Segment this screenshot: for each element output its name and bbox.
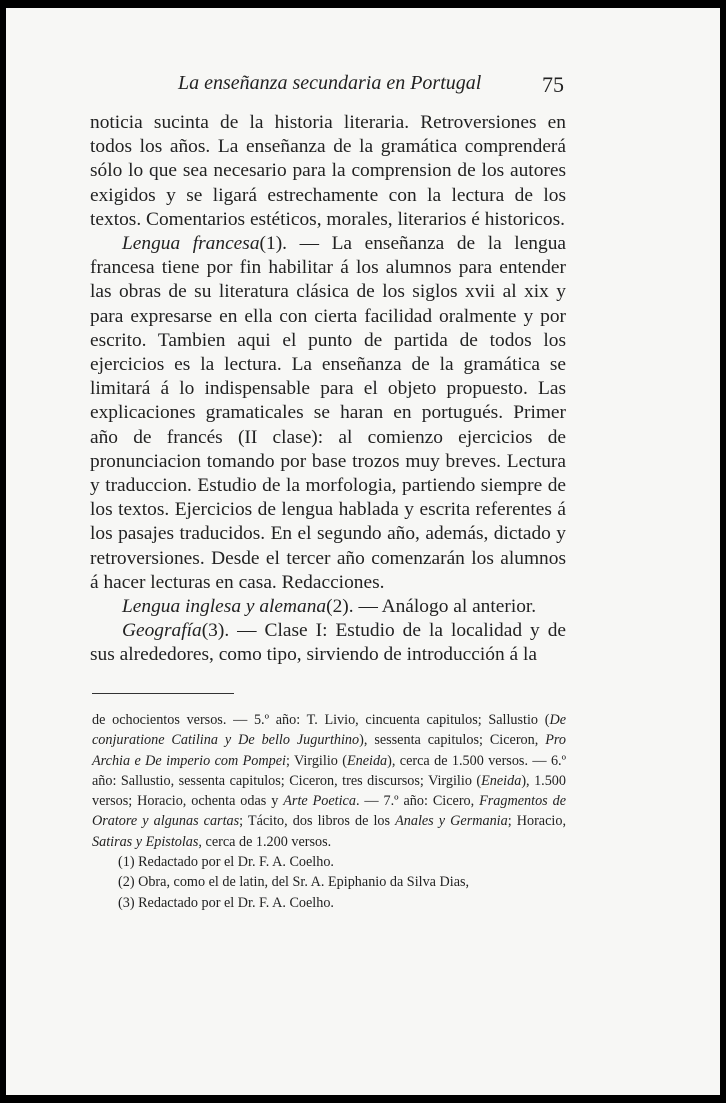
- paragraph-lengua-inglesa: [90, 595, 566, 619]
- footnote-divider: [92, 693, 234, 694]
- footnote-1: (1) Redactado por el Dr. F. A. Coelho.: [118, 854, 334, 871]
- paragraph-text: — Clase I: Estudio de la localidad y de sus alrededores, como tipo, sirviendo de introducción á la: [90, 620, 566, 666]
- footnote-ref: (2).: [326, 596, 354, 618]
- paragraph-text: — La enseñanza de la lengua francesa tiene por fin habilitar á los alumnos para entender las obras de su literatura clásica de los siglos xvii al xix y para expresarse en ella con cierta facilidad oralmente y por escrito. Tambien aqui el punto de partida de todos los ejercicios es la lectura. La enseñanza de la gramática se limitará á lo indispensable para el objeto propuesto. Las explicaciones gramaticales se haran en portugués. Primer año de francés (II clase): al comienzo ejercicios de pronunciacion tomando por base trozos muy breves. Lectura y traduccion. Estudio de la morfologia, partiendo siempre de los textos. Ejercicios de lengua hablada y escrita referentes á los pasajes traducidos. En el segundo año, además, dictado y retroversiones. Desde el tercer año comenzarán los alumnos á hacer lecturas en casa. Redacciones.: [90, 233, 566, 593]
- page-number: 75: [542, 72, 564, 97]
- page-header: [6, 72, 720, 102]
- book-page: [6, 8, 720, 1095]
- footnote-3: (3) Redactado por el Dr. F. A. Coelho.: [118, 894, 334, 911]
- running-title: La enseñanza secundaria en Portugal: [178, 72, 482, 94]
- footnote-ref: (3).: [201, 620, 230, 642]
- paragraph-text: — Análogo al anterior.: [353, 596, 537, 618]
- paragraph-geografia: [90, 619, 566, 667]
- section-heading: Lengua francesa: [122, 233, 260, 255]
- footnotes: [92, 710, 566, 913]
- body-text: [90, 111, 566, 668]
- footnote-ref: (1).: [259, 233, 288, 255]
- section-heading: Lengua inglesa y alemana: [122, 596, 327, 618]
- paragraph-continuation: noticia sucinta de la historia literaria. Retroversiones en todos los años. La enseñanza de la gramática comprenderá sólo lo que sea necesario para la comprension de los autores exigidos y se ligará estrechamente con la lectura de los textos. Comentarios estéticos, morales, literarios é historicos.: [90, 112, 566, 230]
- section-heading: Geografía: [122, 620, 202, 642]
- continued-footnote: de ochocientos versos. — 5.º año: T. Livio, cincuenta capitulos; Sallustio (De conjuratione Catilina y De bello Jugurthino), sessenta capitulos; Ciceron, Pro Archia e De imperio com Pompei; Virgilio (Eneida), cerca de 1.500 versos. — 6.º año: Sallustio, sessenta capitulos; Ciceron, tres discursos; Virgilio (Eneida), 1.500 versos; Horacio, ochenta odas y Arte Poetica. — 7.º año: Cicero, Fragmentos de Oratore y algunas cartas; Tácito, dos libros de los Anales y Germania; Horacio, Satiras y Epistolas, cerca de 1.200 versos.: [92, 712, 566, 850]
- paragraph-lengua-francesa: [90, 232, 566, 595]
- footnote-2: (2) Obra, como el de latin, del Sr. A. Epiphanio da Silva Dias,: [118, 874, 470, 891]
